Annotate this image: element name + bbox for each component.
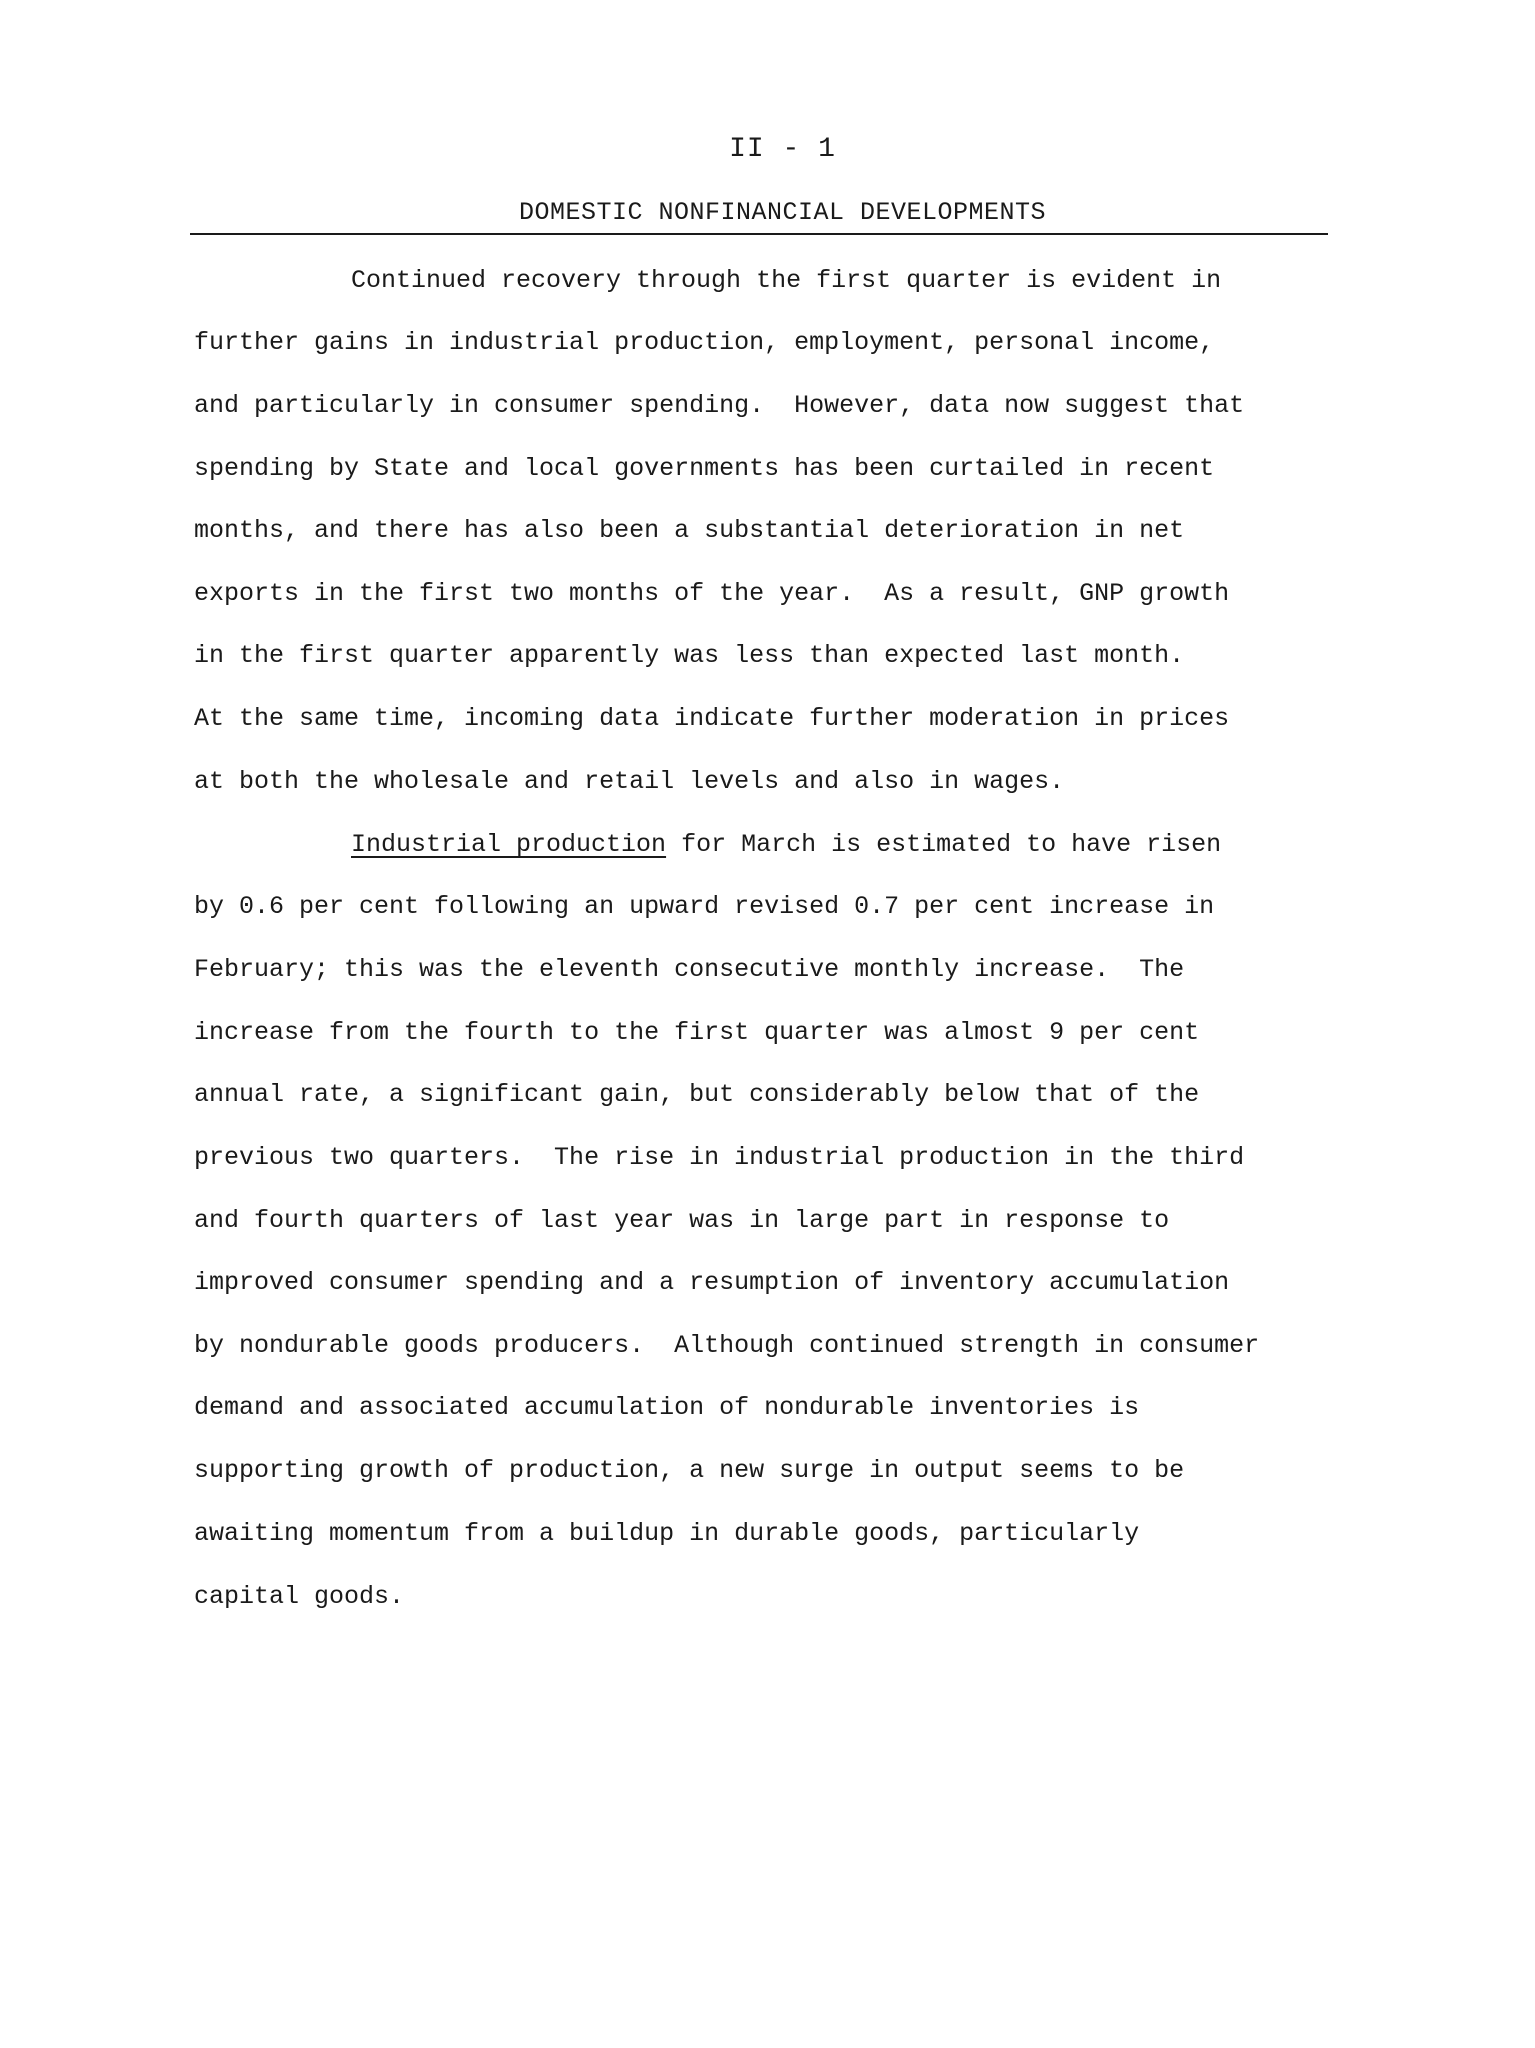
paragraph-2-line-4: increase from the fourth to the first quarter was almost 9 per cent bbox=[194, 1018, 1200, 1047]
paragraph-2-line-6: previous two quarters. The rise in industrial production in the third bbox=[194, 1143, 1245, 1172]
paragraph-1-line-4: spending by State and local governments has been curtailed in recent bbox=[194, 454, 1215, 483]
paragraph-2-line-8: improved consumer spending and a resumption of inventory accumulation bbox=[194, 1268, 1230, 1297]
page-number: II - 1 bbox=[729, 134, 836, 165]
paragraph-2-line-7: and fourth quarters of last year was in large part in response to bbox=[194, 1206, 1170, 1235]
paragraph-1-line-8: At the same time, incoming data indicate further moderation in prices bbox=[194, 704, 1230, 733]
paragraph-1-line-3: and particularly in consumer spending. However, data now suggest that bbox=[194, 391, 1245, 420]
paragraph-2-line-2: by 0.6 per cent following an upward revised 0.7 per cent increase in bbox=[194, 892, 1215, 921]
paragraph-2-line-5: annual rate, a significant gain, but considerably below that of the bbox=[194, 1080, 1200, 1109]
paragraph-2-line-3: February; this was the eleventh consecutive monthly increase. The bbox=[194, 955, 1185, 984]
paragraph-2-line-9: by nondurable goods producers. Although continued strength in consumer bbox=[194, 1331, 1260, 1360]
section-heading: DOMESTIC NONFINANCIAL DEVELOPMENTS bbox=[518, 198, 1047, 227]
paragraph-1-line-1: Continued recovery through the first quarter is evident in bbox=[351, 266, 1222, 295]
paragraph-1-line-2: further gains in industrial production, employment, personal income, bbox=[194, 328, 1215, 357]
paragraph-2-line-11: supporting growth of production, a new surge in output seems to be bbox=[194, 1456, 1185, 1485]
paragraph-1-line-9: at both the wholesale and retail levels and also in wages. bbox=[194, 767, 1065, 796]
paragraph-1-line-7: in the first quarter apparently was less than expected last month. bbox=[194, 641, 1185, 670]
paragraph-2-line-10: demand and associated accumulation of nondurable inventories is bbox=[194, 1393, 1140, 1422]
paragraph-2-lead-term: Industrial production bbox=[351, 830, 667, 859]
paragraph-1-line-6: exports in the first two months of the year. As a result, GNP growth bbox=[194, 579, 1230, 608]
paragraph-2-line-1 bbox=[351, 830, 1221, 860]
paragraph-2-lead-rest: for March is estimated to have risen bbox=[666, 830, 1222, 859]
paragraph-2-line-12: awaiting momentum from a buildup in durable goods, particularly bbox=[194, 1519, 1140, 1548]
paragraph-2-line-13: capital goods. bbox=[194, 1582, 405, 1611]
paragraph-1-line-5: months, and there has also been a substantial deterioration in net bbox=[194, 516, 1185, 545]
heading-rule bbox=[190, 233, 1328, 235]
